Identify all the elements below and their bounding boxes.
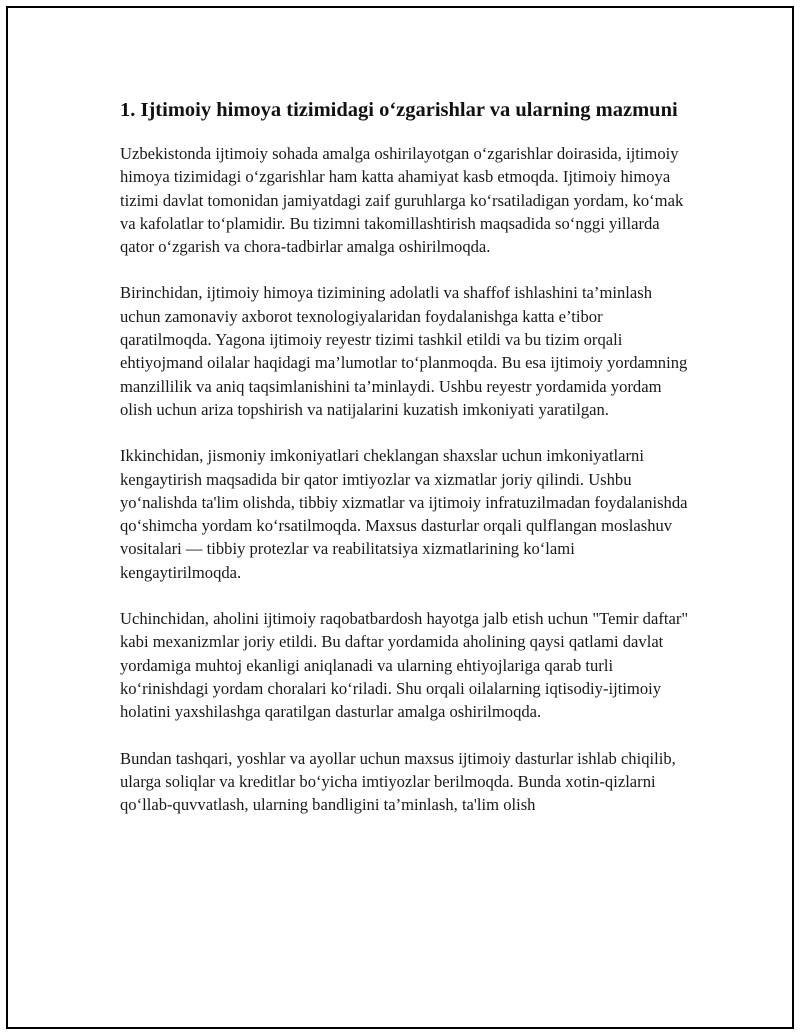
- page-frame: [6, 6, 794, 1029]
- paragraph-intro: Uzbekistonda ijtimoiy sohada amalga oshirilayotgan o‘zgarishlar doirasida, ijtimoiy himoya tizimidagi o‘zgarishlar ham katta ahamiyat kasb etmoqda. Ijtimoiy himoya tizimi davlat tomonidan jamiyatdagi zaif guruhlarga ko‘rsatiladigan yordam, ko‘mak va kafolatlar to‘plamidir. Bu tizimni takomillashtirish maqsadida so‘nggi yillarda qator o‘zgarish va chora-tadbirlar amalga oshirilmoqda.: [120, 144, 684, 257]
- paragraph-third: Uchinchidan, aholini ijtimoiy raqobatbardosh hayotga jalb etish uchun "Temir daftar" kabi mexanizmlar joriy etildi. Bu daftar yordamida aholining qaysi qatlami davlat yordamiga muhtoj ekanligi aniqlanadi va ularning ehtiyojlariga qarab turli ko‘rinishdagi yordam choralari ko‘riladi. Shu orqali oilalarning iqtisodiy-ijtimoiy holatini yaxshilashga qaratilgan dasturlar amalga oshirilmoqda.: [120, 609, 689, 722]
- paragraph-second: Ikkinchidan, jismoniy imkoniyatlari cheklangan shaxslar uchun imkoniyatlarni kengaytirish maqsadida bir qator imtiyozlar va xizmatlar joriy qilindi. Ushbu yo‘nalishda ta'lim olishda, tibbiy xizmatlar va ijtimoiy infratuzilmadan foydalanishda qo‘shimcha yordam ko‘rsatilmoqda. Maxsus dasturlar orqali qulflangan moslashuv vositalari — tibbiy protezlar va reabilitatsiya xizmatlarining ko‘lami kengaytirilmoqda.: [120, 446, 688, 582]
- paragraph-additional: Bundan tashqari, yoshlar va ayollar uchun maxsus ijtimoiy dasturlar ishlab chiqilib, ularga soliqlar va kreditlar bo‘yicha imtiyozlar berilmoqda. Bunda xotin-qizlarni qo‘llab-quvvatlash, ularning bandligini ta’minlash, ta'lim olish: [120, 748, 676, 815]
- document-body: [120, 96, 696, 839]
- section-heading: 1. Ijtimoiy himoya tizimidagi o‘zgarishlar va ularning mazmuni: [120, 99, 678, 121]
- paragraph-first: Birinchidan, ijtimoiy himoya tizimining adolatli va shaffof ishlashini ta’minlash uchun zamonaviy axborot texnologiyalaridan foydalanishga katta e’tibor qaratilmoqda. Yagona ijtimoiy reyestr tizimi tashkil etildi va bu tizim orqali ehtiyojmand oilalar haqidagi ma’lumotlar to‘planmoqda. Bu esa ijtimoiy yordamning manzillilik va aniq taqsimlanishini ta’minlaydi. Ushbu reyestr yordamida yordam olish uchun ariza topshirish va natijalarini kuzatish imkoniyati yaratilgan.: [120, 283, 688, 419]
